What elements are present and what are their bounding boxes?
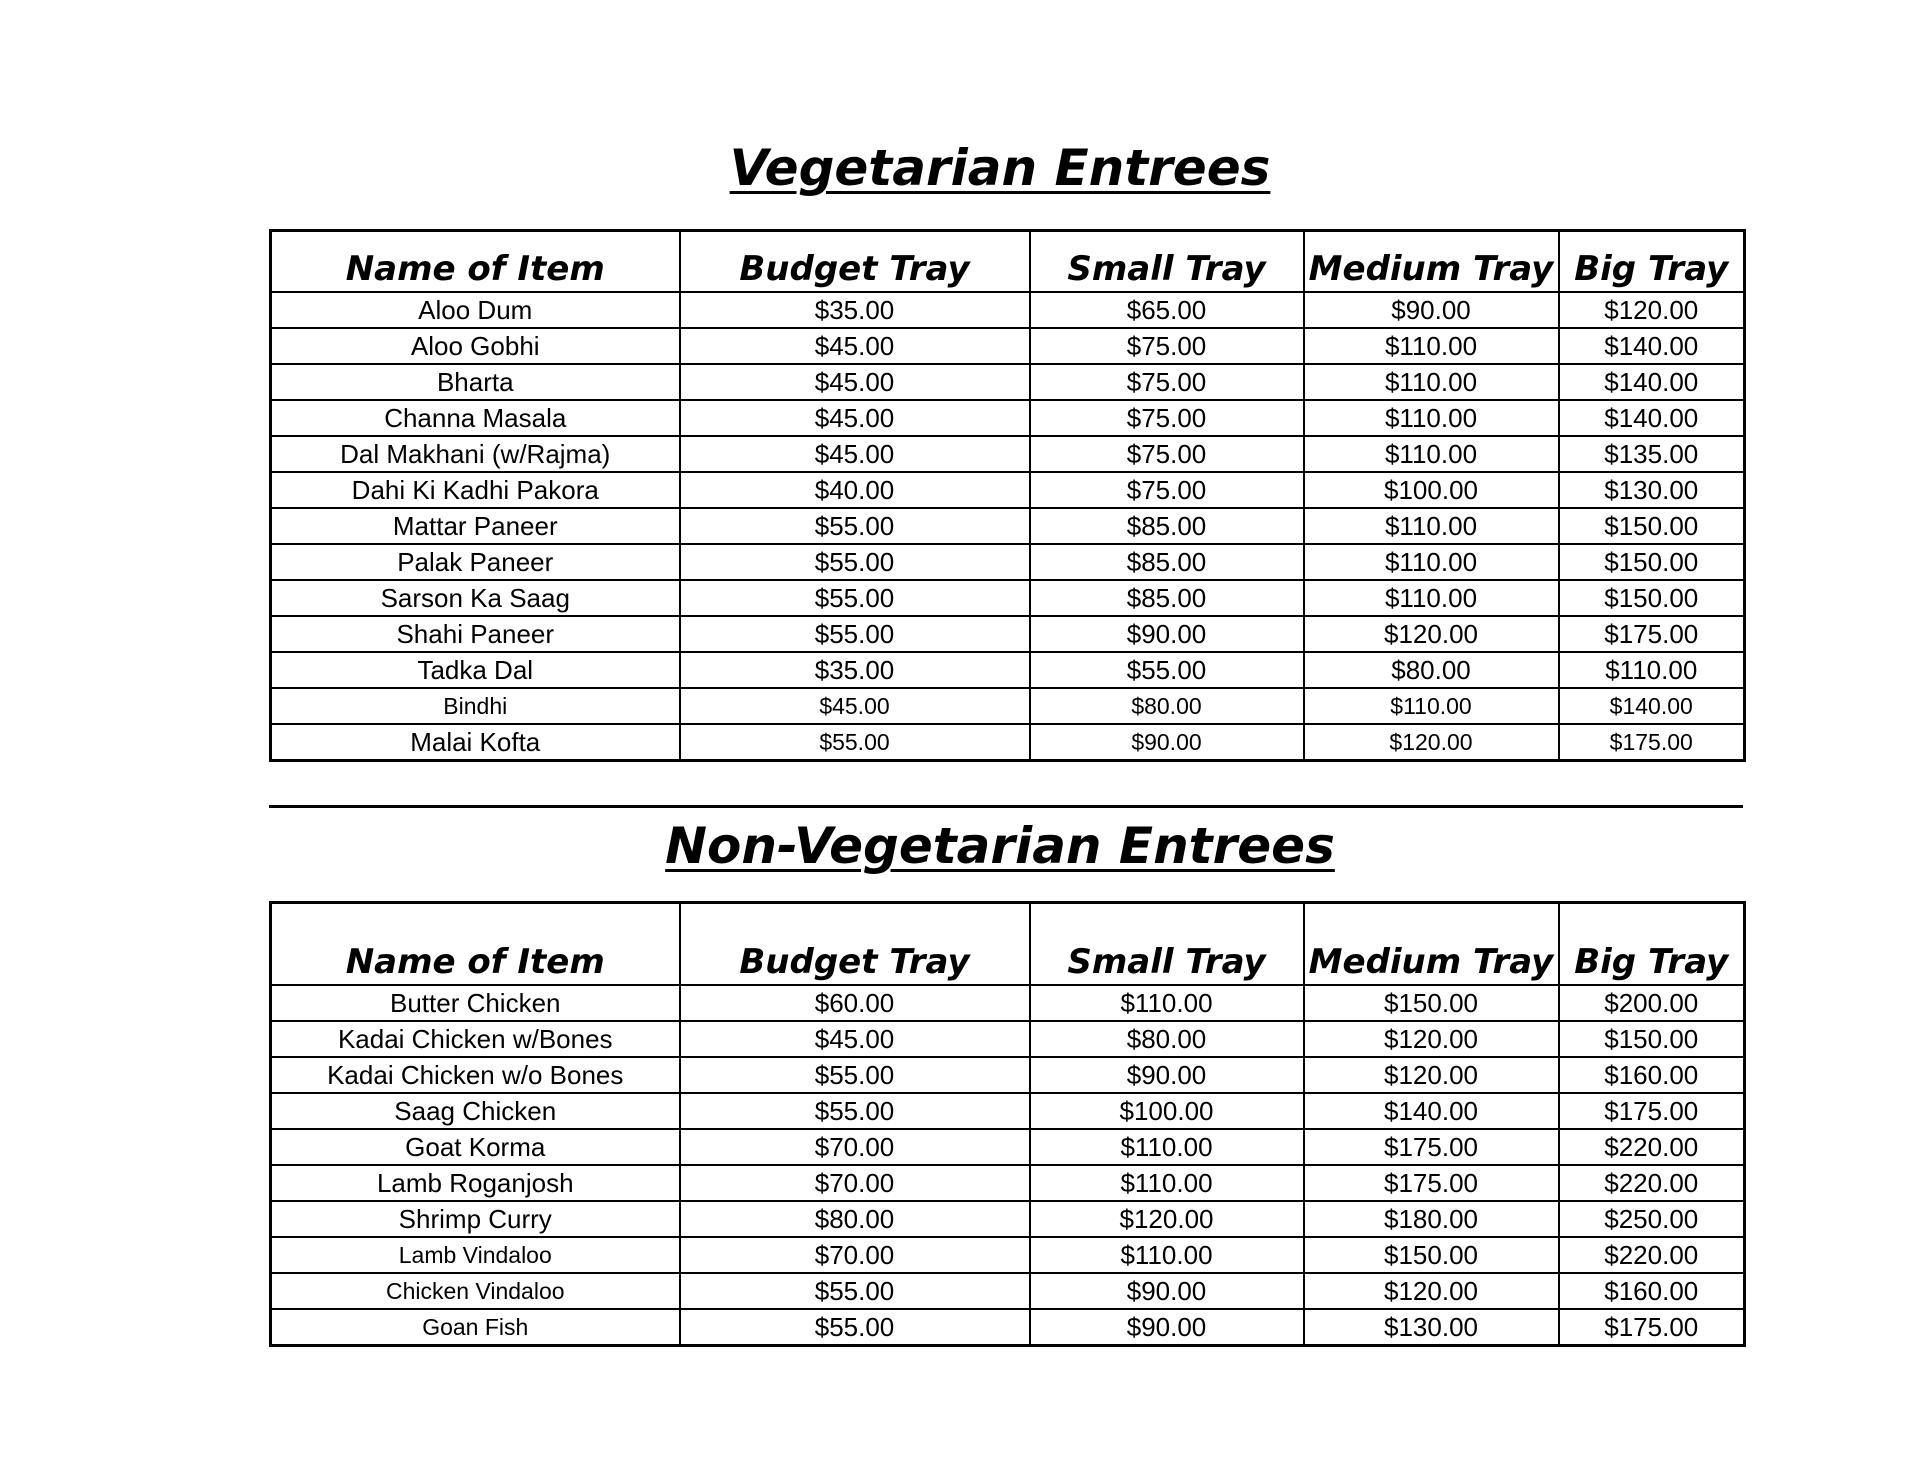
small-tray-price: $75.00 [1030, 328, 1304, 364]
item-name: Aloo Dum [271, 292, 680, 328]
table-row [271, 1237, 1745, 1273]
small-tray-price: $75.00 [1030, 364, 1304, 400]
big-tray-price: $250.00 [1559, 1201, 1745, 1237]
small-tray-price: $110.00 [1030, 985, 1304, 1021]
budget-tray-price: $55.00 [680, 1273, 1030, 1309]
medium-tray-price: $120.00 [1304, 724, 1559, 761]
budget-tray-price: $55.00 [680, 508, 1030, 544]
item-name: Goat Korma [271, 1129, 680, 1165]
small-tray-price: $110.00 [1030, 1129, 1304, 1165]
table-row [271, 1021, 1745, 1057]
budget-tray-price: $70.00 [680, 1129, 1030, 1165]
table-row [271, 292, 1745, 328]
item-name: Channa Masala [271, 400, 680, 436]
small-tray-price: $75.00 [1030, 436, 1304, 472]
big-tray-price: $175.00 [1559, 1093, 1745, 1129]
item-name: Palak Paneer [271, 544, 680, 580]
big-tray-price: $110.00 [1559, 652, 1745, 688]
big-tray-price: $160.00 [1559, 1273, 1745, 1309]
medium-tray-price: $110.00 [1304, 688, 1559, 724]
table-row [271, 985, 1745, 1021]
header-small-tray: Small Tray [1030, 903, 1304, 985]
item-name: Shrimp Curry [271, 1201, 680, 1237]
medium-tray-price: $140.00 [1304, 1093, 1559, 1129]
budget-tray-price: $45.00 [680, 364, 1030, 400]
table-row [271, 328, 1745, 364]
table-row [271, 508, 1745, 544]
item-name: Lamb Roganjosh [271, 1165, 680, 1201]
budget-tray-price: $40.00 [680, 472, 1030, 508]
item-name: Chicken Vindaloo [271, 1273, 680, 1309]
header-budget-tray: Budget Tray [680, 231, 1030, 292]
table-row [271, 688, 1745, 724]
table-row [271, 1165, 1745, 1201]
table-row [271, 544, 1745, 580]
small-tray-price: $90.00 [1030, 724, 1304, 761]
medium-tray-price: $180.00 [1304, 1201, 1559, 1237]
budget-tray-price: $80.00 [680, 1201, 1030, 1237]
big-tray-price: $200.00 [1559, 985, 1745, 1021]
table-row [271, 1273, 1745, 1309]
table-row [271, 400, 1745, 436]
item-name: Dal Makhani (w/Rajma) [271, 436, 680, 472]
big-tray-price: $140.00 [1559, 364, 1745, 400]
big-tray-price: $175.00 [1559, 616, 1745, 652]
header-budget-tray: Budget Tray [680, 903, 1030, 985]
budget-tray-price: $35.00 [680, 652, 1030, 688]
item-name: Aloo Gobhi [271, 328, 680, 364]
table-row [271, 436, 1745, 472]
big-tray-price: $140.00 [1559, 688, 1745, 724]
medium-tray-price: $175.00 [1304, 1165, 1559, 1201]
table-header-row [271, 231, 1745, 292]
big-tray-price: $150.00 [1559, 508, 1745, 544]
small-tray-price: $55.00 [1030, 652, 1304, 688]
medium-tray-price: $130.00 [1304, 1309, 1559, 1346]
item-name: Dahi Ki Kadhi Pakora [271, 472, 680, 508]
header-small-tray: Small Tray [1030, 231, 1304, 292]
budget-tray-price: $55.00 [680, 1309, 1030, 1346]
budget-tray-price: $45.00 [680, 688, 1030, 724]
small-tray-price: $110.00 [1030, 1237, 1304, 1273]
medium-tray-price: $110.00 [1304, 580, 1559, 616]
table-row [271, 724, 1745, 761]
big-tray-price: $150.00 [1559, 1021, 1745, 1057]
table-row [271, 1129, 1745, 1165]
item-name: Lamb Vindaloo [271, 1237, 680, 1273]
medium-tray-price: $110.00 [1304, 436, 1559, 472]
budget-tray-price: $55.00 [680, 1057, 1030, 1093]
big-tray-price: $140.00 [1559, 328, 1745, 364]
big-tray-price: $220.00 [1559, 1165, 1745, 1201]
big-tray-price: $150.00 [1559, 544, 1745, 580]
table-row [271, 1201, 1745, 1237]
table-row [271, 472, 1745, 508]
budget-tray-price: $55.00 [680, 544, 1030, 580]
vegetarian-title-text: Vegetarian Entrees [729, 139, 1271, 197]
small-tray-price: $80.00 [1030, 688, 1304, 724]
budget-tray-price: $55.00 [680, 616, 1030, 652]
item-name: Bharta [271, 364, 680, 400]
small-tray-price: $100.00 [1030, 1093, 1304, 1129]
small-tray-price: $90.00 [1030, 1057, 1304, 1093]
item-name: Goan Fish [271, 1309, 680, 1346]
non-vegetarian-title-text: Non-Vegetarian Entrees [665, 817, 1335, 875]
medium-tray-price: $80.00 [1304, 652, 1559, 688]
small-tray-price: $120.00 [1030, 1201, 1304, 1237]
medium-tray-price: $120.00 [1304, 1021, 1559, 1057]
big-tray-price: $120.00 [1559, 292, 1745, 328]
item-name: Mattar Paneer [271, 508, 680, 544]
medium-tray-price: $90.00 [1304, 292, 1559, 328]
small-tray-price: $90.00 [1030, 1273, 1304, 1309]
item-name: Kadai Chicken w/Bones [271, 1021, 680, 1057]
medium-tray-price: $110.00 [1304, 544, 1559, 580]
item-name: Sarson Ka Saag [271, 580, 680, 616]
table-header-row [271, 903, 1745, 985]
budget-tray-price: $35.00 [680, 292, 1030, 328]
item-name: Malai Kofta [271, 724, 680, 761]
item-name: Kadai Chicken w/o Bones [271, 1057, 680, 1093]
small-tray-price: $80.00 [1030, 1021, 1304, 1057]
header-name-of-item: Name of Item [271, 231, 680, 292]
medium-tray-price: $150.00 [1304, 985, 1559, 1021]
big-tray-price: $175.00 [1559, 1309, 1745, 1346]
medium-tray-price: $110.00 [1304, 508, 1559, 544]
budget-tray-price: $55.00 [680, 724, 1030, 761]
small-tray-price: $85.00 [1030, 580, 1304, 616]
table-row [271, 580, 1745, 616]
table-row [271, 364, 1745, 400]
table-row [271, 1093, 1745, 1129]
big-tray-price: $220.00 [1559, 1129, 1745, 1165]
big-tray-price: $140.00 [1559, 400, 1745, 436]
item-name: Butter Chicken [271, 985, 680, 1021]
big-tray-price: $130.00 [1559, 472, 1745, 508]
non-vegetarian-title [0, 816, 1920, 876]
small-tray-price: $90.00 [1030, 1309, 1304, 1346]
header-big-tray: Big Tray [1559, 903, 1745, 985]
header-medium-tray: Medium Tray [1304, 903, 1559, 985]
item-name: Shahi Paneer [271, 616, 680, 652]
medium-tray-price: $110.00 [1304, 400, 1559, 436]
small-tray-price: $90.00 [1030, 616, 1304, 652]
budget-tray-price: $60.00 [680, 985, 1030, 1021]
header-medium-tray: Medium Tray [1304, 231, 1559, 292]
medium-tray-price: $120.00 [1304, 616, 1559, 652]
budget-tray-price: $45.00 [680, 400, 1030, 436]
big-tray-price: $160.00 [1559, 1057, 1745, 1093]
medium-tray-price: $120.00 [1304, 1273, 1559, 1309]
big-tray-price: $220.00 [1559, 1237, 1745, 1273]
small-tray-price: $110.00 [1030, 1165, 1304, 1201]
big-tray-price: $175.00 [1559, 724, 1745, 761]
vegetarian-title [0, 138, 1920, 198]
small-tray-price: $85.00 [1030, 544, 1304, 580]
medium-tray-price: $150.00 [1304, 1237, 1559, 1273]
medium-tray-price: $100.00 [1304, 472, 1559, 508]
small-tray-price: $85.00 [1030, 508, 1304, 544]
medium-tray-price: $110.00 [1304, 364, 1559, 400]
item-name: Tadka Dal [271, 652, 680, 688]
vegetarian-menu-table [269, 229, 1746, 762]
table-row [271, 1309, 1745, 1346]
non-vegetarian-menu-table [269, 901, 1746, 1347]
header-name-of-item: Name of Item [271, 903, 680, 985]
item-name: Bindhi [271, 688, 680, 724]
budget-tray-price: $70.00 [680, 1237, 1030, 1273]
medium-tray-price: $175.00 [1304, 1129, 1559, 1165]
small-tray-price: $75.00 [1030, 472, 1304, 508]
header-big-tray: Big Tray [1559, 231, 1745, 292]
budget-tray-price: $55.00 [680, 1093, 1030, 1129]
medium-tray-price: $120.00 [1304, 1057, 1559, 1093]
budget-tray-price: $70.00 [680, 1165, 1030, 1201]
small-tray-price: $75.00 [1030, 400, 1304, 436]
budget-tray-price: $45.00 [680, 1021, 1030, 1057]
medium-tray-price: $110.00 [1304, 328, 1559, 364]
big-tray-price: $135.00 [1559, 436, 1745, 472]
item-name: Saag Chicken [271, 1093, 680, 1129]
big-tray-price: $150.00 [1559, 580, 1745, 616]
table-row [271, 616, 1745, 652]
table-row [271, 652, 1745, 688]
budget-tray-price: $45.00 [680, 436, 1030, 472]
table-row [271, 1057, 1745, 1093]
budget-tray-price: $45.00 [680, 328, 1030, 364]
budget-tray-price: $55.00 [680, 580, 1030, 616]
small-tray-price: $65.00 [1030, 292, 1304, 328]
section-divider [269, 805, 1743, 808]
